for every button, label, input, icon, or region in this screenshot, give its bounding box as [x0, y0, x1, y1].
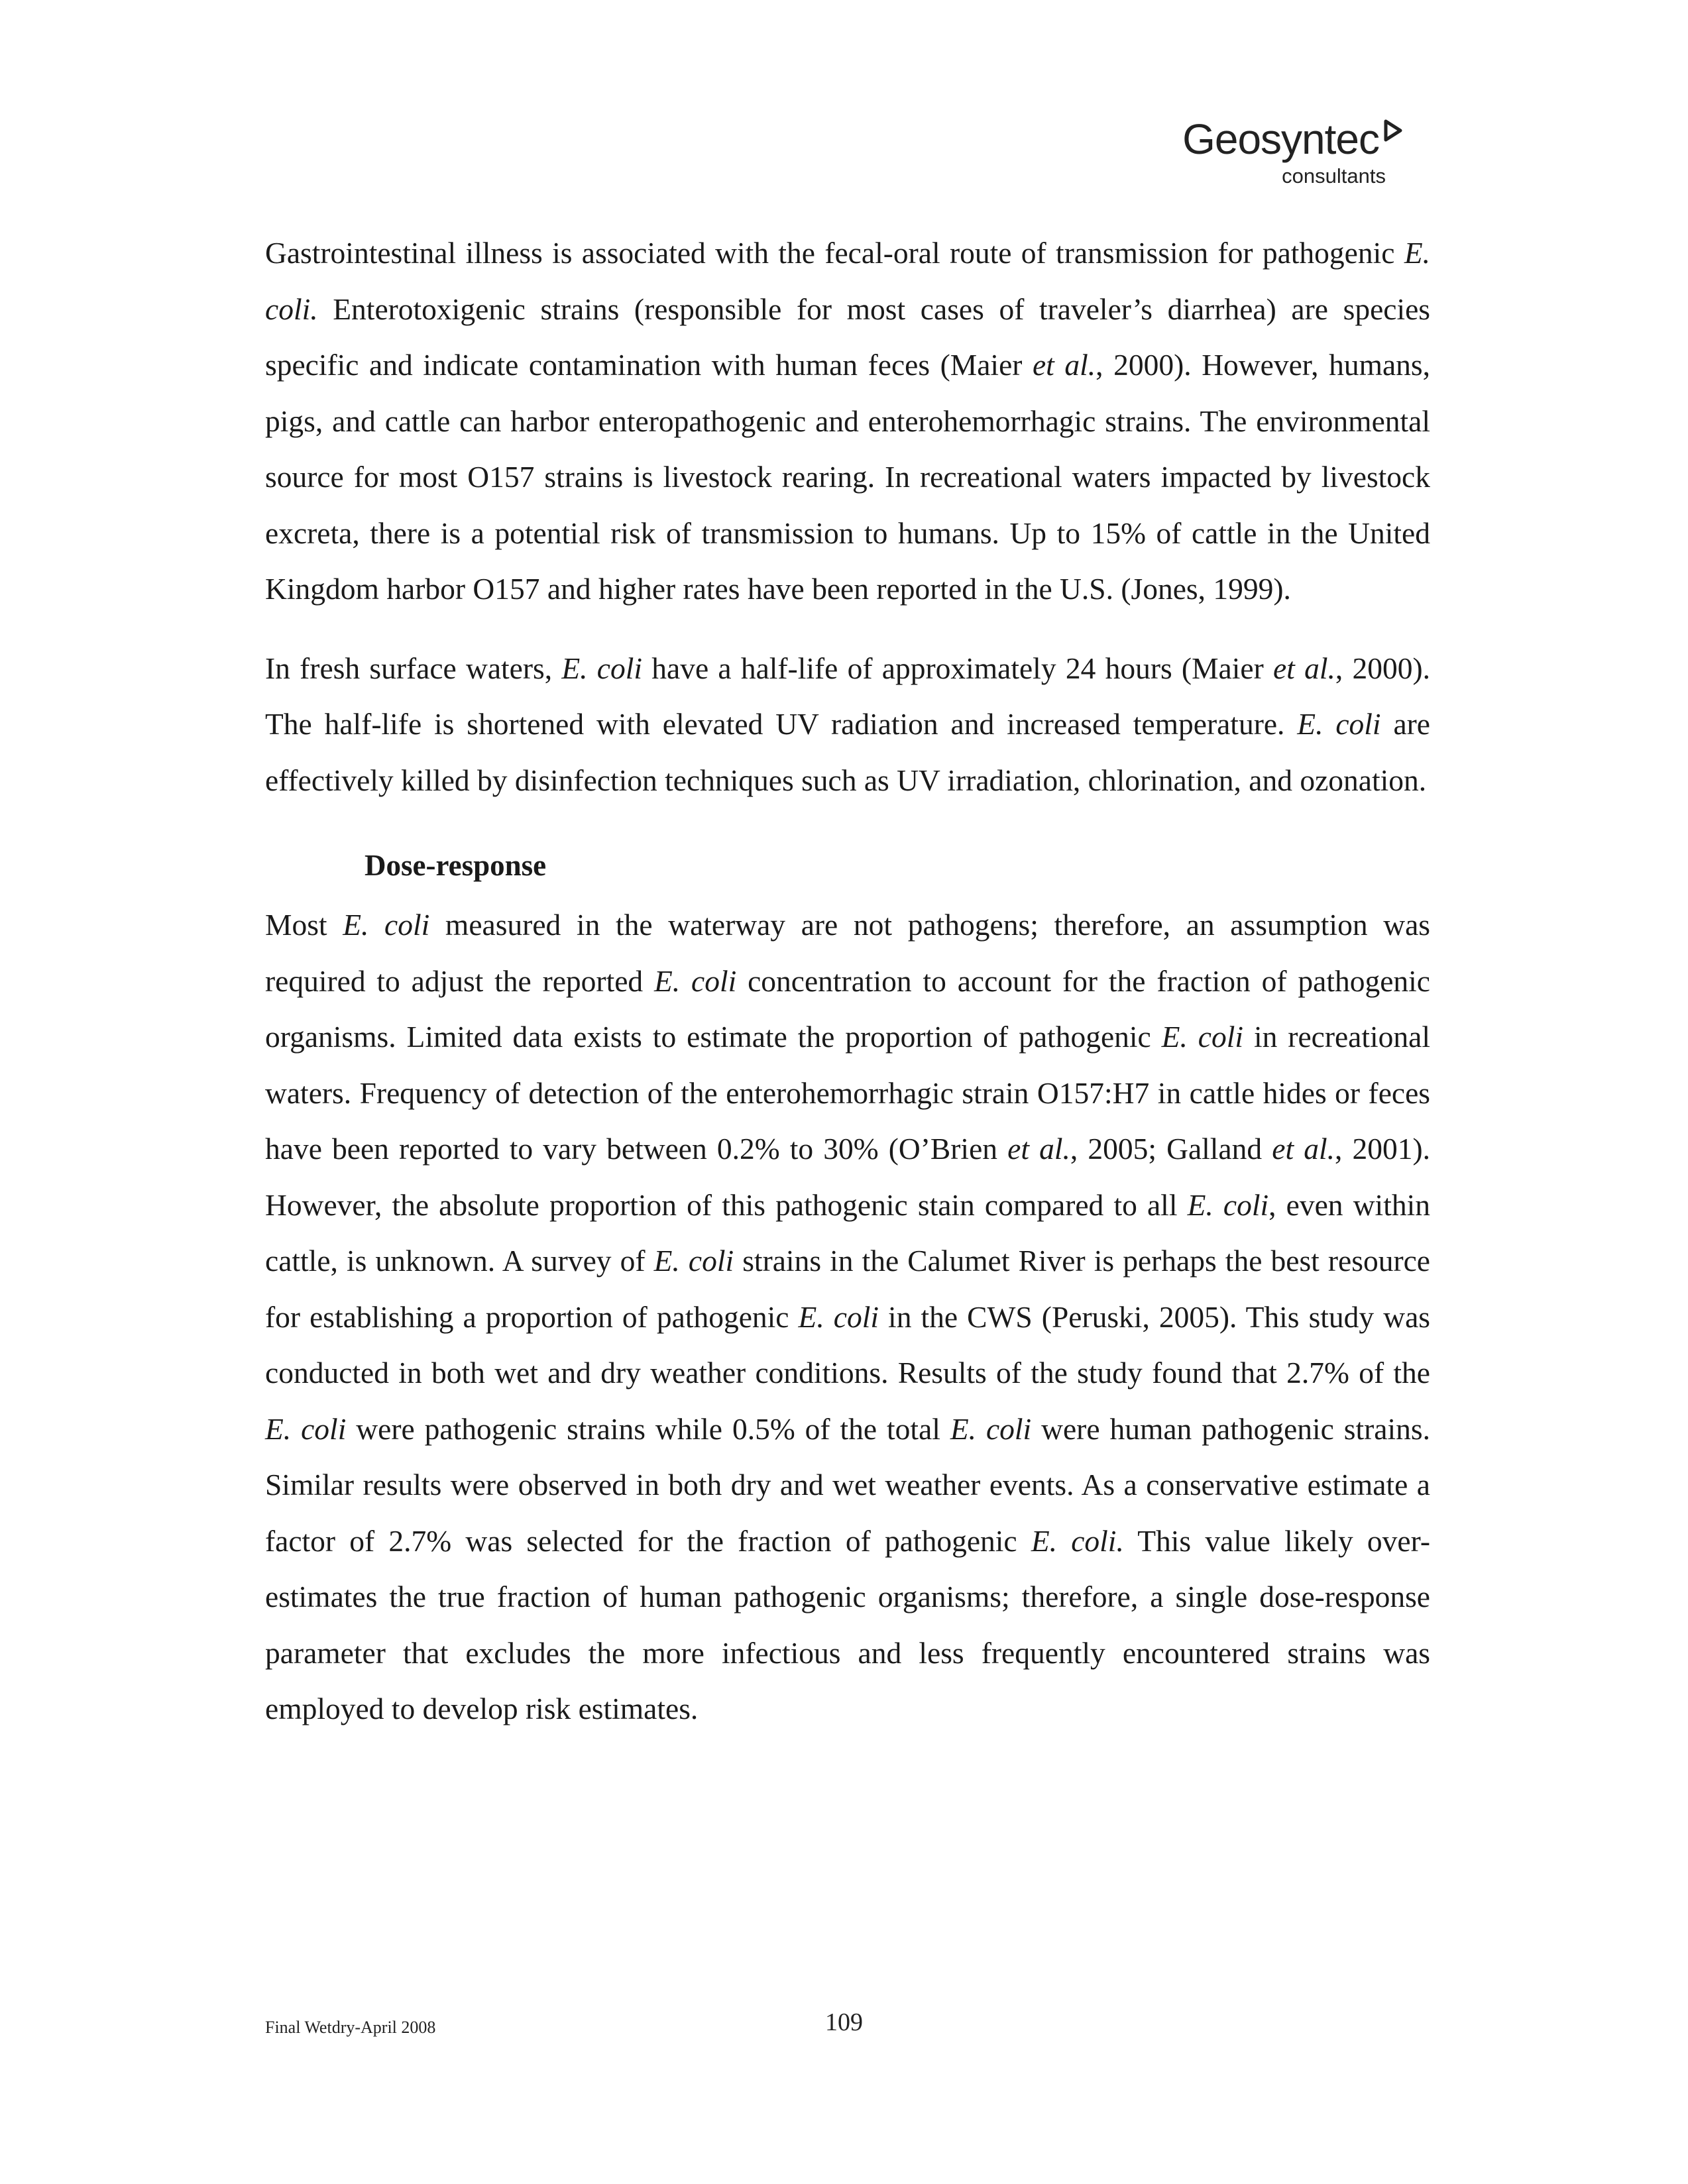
text-run: strains in the Calumet River is perhaps the best resource for establishing a proportion of pathogenic [265, 1244, 1430, 1334]
italic-term: et al. [1272, 1132, 1335, 1166]
italic-term: E. coli [798, 1299, 879, 1334]
triangle-logo-icon [1383, 119, 1403, 142]
paragraph-dose-response [265, 897, 1430, 1737]
text-run: In fresh surface waters, [265, 651, 562, 685]
section-heading-dose-response: Dose-response [365, 849, 547, 882]
text-run: Enterotoxigenic strains (responsible for most cases of traveler’s diarrhea) are species specific and indicate contamination with human feces (Maier [265, 292, 1430, 382]
text-run: This value likely over-estimates the true fraction of human pathogenic organisms; therefore, a single dose-response parameter that excludes the more infectious and less frequently encountered strains was employed to develop risk estimates. [265, 1523, 1430, 1725]
document-body [265, 225, 1430, 1737]
text-run: , 2001). However, the absolute proportion of this pathogenic stain compared to all [265, 1132, 1430, 1222]
italic-term: E. coli [343, 908, 430, 942]
italic-term: E. coli [1187, 1187, 1269, 1222]
text-run: , 2000). The half-life is shortened with elevated UV radiation and increased temperature. [265, 651, 1430, 741]
text-run: Most [265, 908, 343, 942]
italic-term: E. coli [653, 1244, 734, 1278]
italic-term: E. coli. [265, 236, 1430, 326]
italic-term: E. coli. [1031, 1523, 1124, 1558]
italic-term: et al. [1272, 651, 1335, 685]
paragraph-transmission [265, 225, 1430, 618]
text-run: were human pathogenic strains. Similar results were observed in both dry and wet weather events. As a conservative estimate a factor of 2.7% was selected for the fraction of pathogenic [265, 1411, 1430, 1558]
italic-term: E. coli [265, 1411, 347, 1446]
text-run: concentration to account for the fraction of pathogenic organisms. Limited data exists to estimate the proportion of pathogenic [265, 963, 1430, 1054]
italic-term: E. coli [561, 651, 642, 685]
italic-term: et al. [1032, 348, 1096, 382]
footer-document-label: Final Wetdry-April 2008 [265, 2018, 436, 2037]
italic-term: E. coli [654, 963, 737, 998]
text-run: , 2005; Galland [1070, 1132, 1272, 1166]
logo-subtitle: consultants [1282, 164, 1386, 188]
text-run: measured in the waterway are not pathogens; therefore, an assumption was required to adjust the reported [265, 908, 1430, 998]
italic-term: E. coli [950, 1411, 1032, 1446]
page-number: 109 [825, 2008, 863, 2036]
italic-term: E. coli [1297, 707, 1381, 741]
italic-term: et al. [1007, 1132, 1070, 1166]
text-run: Gastrointestinal illness is associated with the fecal-oral route of transmission for pathogenic [265, 236, 1404, 270]
text-run: have a half-life of approximately 24 hours (Maier [642, 651, 1273, 685]
text-run: in the CWS (Peruski, 2005). This study was conducted in both wet and dry weather conditions. Results of the study found that 2.7% of the [265, 1299, 1430, 1390]
text-run: , 2000). However, humans, pigs, and cattle can harbor enteropathogenic and enterohemorrhagic strains. The environmental source for most O157 strains is livestock rearing. In recreational waters impacted by livestock excreta, there is a potential risk of transmission to humans. Up to 15% of cattle in the United Kingdom harbor O157 and higher rates have been reported in the U.S. (Jones, 1999). [265, 348, 1430, 606]
text-run: in recreational waters. Frequency of detection of the enterohemorrhagic strain O157:H7 in cattle hides or feces have been reported to vary between 0.2% to 30% (O’Brien [265, 1020, 1430, 1166]
logo-name: Geosyntec [1182, 115, 1379, 163]
text-run: are effectively killed by disinfection techniques such as UV irradiation, chlorination, and ozonation. [265, 707, 1430, 797]
company-logo [1182, 115, 1403, 188]
paragraph-half-life [265, 641, 1430, 809]
text-run: were pathogenic strains while 0.5% of the total [346, 1411, 950, 1446]
italic-term: E. coli [1161, 1020, 1244, 1054]
text-run: , even within cattle, is unknown. A survey of [265, 1187, 1430, 1278]
